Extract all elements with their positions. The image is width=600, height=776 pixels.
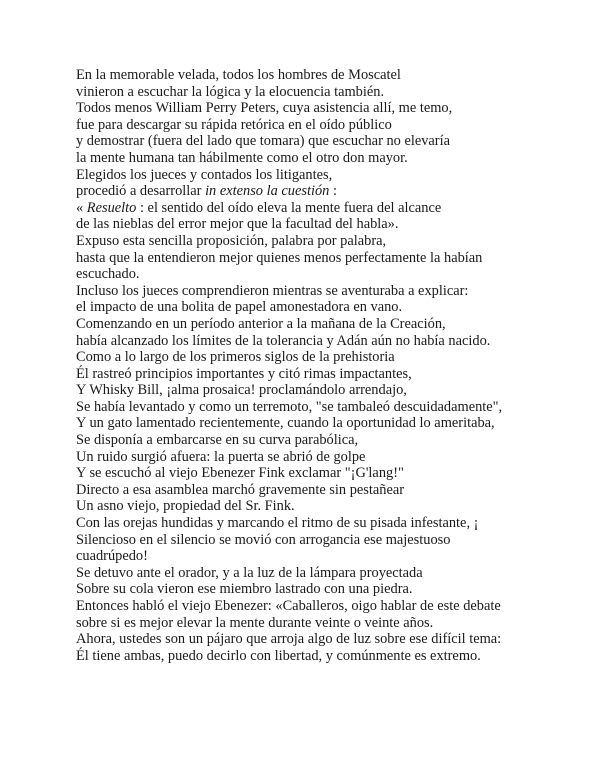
text-line: Directo a esa asamblea marchó gravemente sin pestañear (76, 481, 405, 498)
text-line: Y se escuchó al viejo Ebenezer Fink exclamar "¡G'lang!" (76, 465, 404, 482)
text-line: Silencioso en el silencio se movió con arrogancia ese majestuoso (76, 531, 451, 548)
text-line: Sobre su cola vieron ese miembro lastrado con una piedra. (76, 581, 413, 598)
text-run: « (76, 199, 87, 216)
text-line: Incluso los jueces comprendieron mientras se aventuraba a explicar: (76, 282, 469, 299)
text-line: Se disponía a embarcarse en su curva parabólica, (76, 432, 359, 449)
italic-text: in extenso la cuestión (205, 183, 330, 200)
text-line: sobre si es mejor elevar la mente durante veinte o veinte años. (76, 614, 434, 631)
text-run: procedió a desarrollar (76, 183, 206, 200)
text-line: el impacto de una bolita de papel amonestadora en vano. (76, 299, 403, 316)
text-line: fue para descargar su rápida retórica en el oído público (76, 116, 392, 133)
text-line: Todos menos William Perry Peters, cuya asistencia allí, me temo, (76, 100, 453, 117)
text-line: Un asno viejo, propiedad del Sr. Fink. (76, 498, 295, 515)
text-line: Como a lo largo de los primeros siglos de la prehistoria (76, 349, 395, 366)
text-line: vinieron a escuchar la lógica y la elocuencia también. (76, 83, 385, 100)
text-line (76, 183, 576, 200)
text-line: Él rastreó principios importantes y citó rimas impactantes, (76, 365, 412, 382)
text-line: de las nieblas del error mejor que la facultad del habla». (76, 216, 399, 233)
text-line (76, 200, 576, 217)
text-line: y demostrar (fuera del lado que tomara) que escuchar no elevaría (76, 133, 450, 150)
text-line: cuadrúpedo! (76, 548, 148, 565)
italic-text: Resuelto (86, 199, 137, 216)
text-line: Y Whisky Bill, ¡alma prosaica! proclamándolo arrendajo, (76, 382, 407, 399)
text-line: Y un gato lamentado recientemente, cuando la oportunidad lo ameritaba, (76, 415, 495, 432)
text-line: Entonces habló el viejo Ebenezer: «Caballeros, oigo hablar de este debate (76, 598, 501, 614)
text-line: Se había levantado y como un terremoto, "se tambaleó descuidadamente", (76, 398, 503, 415)
text-run: : el sentido del oído eleva la mente fuera del alcance (136, 199, 442, 216)
text-line: escuchado. (76, 266, 140, 283)
text-line: había alcanzado los límites de la tolerancia y Adán aún no había nacido. (76, 332, 491, 349)
text-line: Elegidos los jueces y contados los litigantes, (76, 166, 333, 183)
poem-body (76, 67, 576, 664)
text-run: : (329, 183, 337, 200)
text-line: En la memorable velada, todos los hombres de Moscatel (76, 67, 401, 83)
text-line: Ahora, ustedes son un pájaro que arroja algo de luz sobre ese difícil tema: (76, 631, 502, 648)
text-line: Un ruido surgió afuera: la puerta se abrió de golpe (76, 448, 366, 465)
text-line: Se detuvo ante el orador, y a la luz de la lámpara proyectada (76, 564, 423, 581)
text-line: Expuso esta sencilla proposición, palabra por palabra, (76, 232, 387, 249)
text-line: Con las orejas hundidas y marcando el ritmo de su pisada infestante, ¡ (76, 515, 479, 532)
text-line: Él tiene ambas, puedo decirlo con libertad, y comúnmente es extremo. (76, 647, 481, 664)
text-line: la mente humana tan hábilmente como el otro don mayor. (76, 149, 408, 166)
text-line: Comenzando en un período anterior a la mañana de la Creación, (76, 315, 446, 332)
text-line: hasta que la entendieron mejor quienes menos perfectamente la habían (76, 249, 483, 266)
